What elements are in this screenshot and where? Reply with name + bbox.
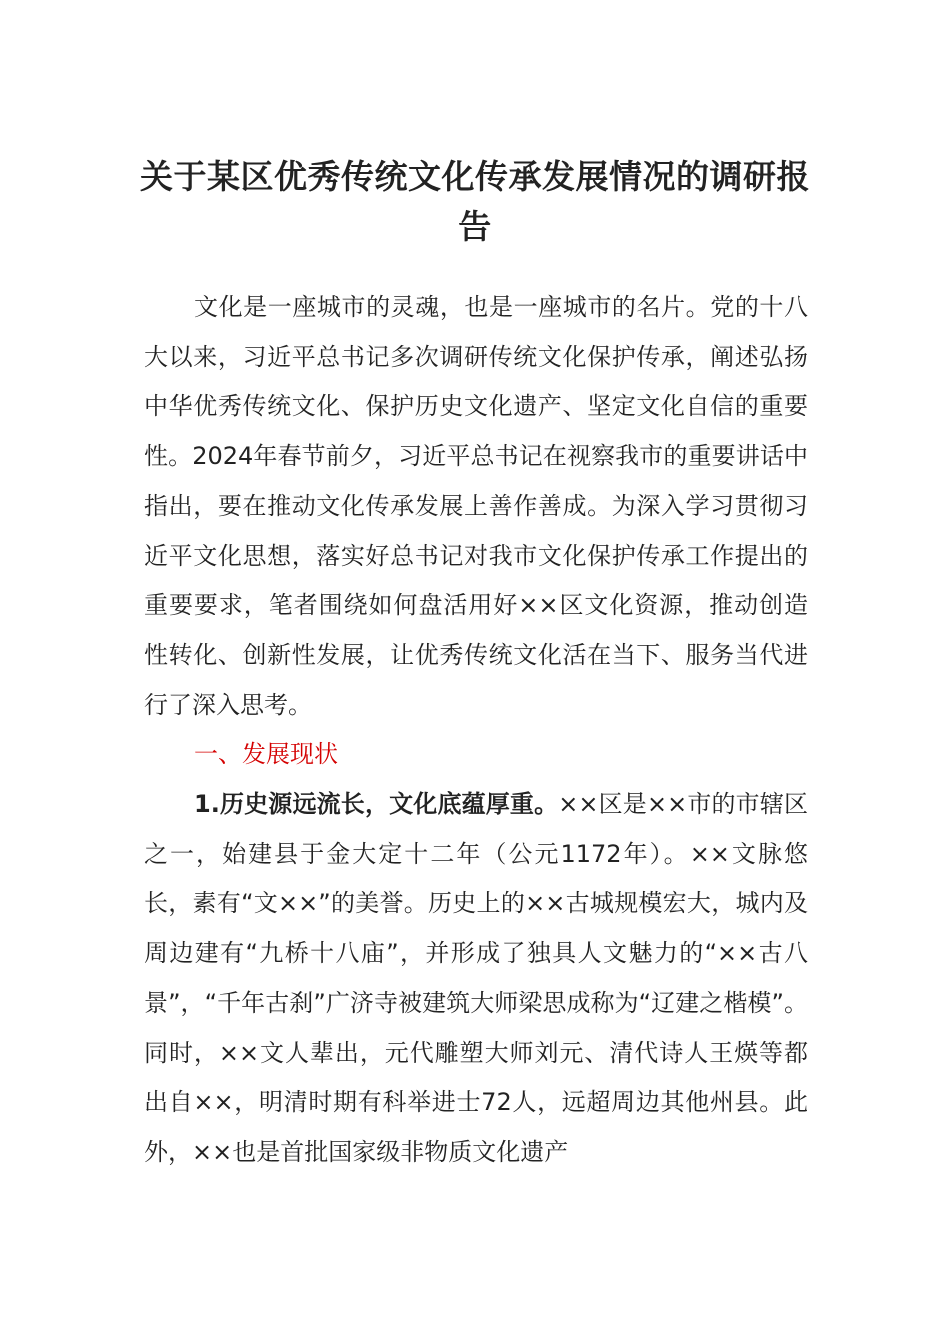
intro-paragraph: 文化是一座城市的灵魂，也是一座城市的名片。党的十八大以来，习近平总书记多次调研传统文化保护传承，阐述弘扬中华优秀传统文化、保护历史文化遗产、坚定文化自信的重要性。2024年春节前夕，习近平总书记在视察我市的重要讲话中指出，要在推动文化传承发展上善作善成。为深入学习贯彻习近平文化思想，落实好总书记对我市文化保护传承工作提出的重要要求，笔者围绕如何盘活用好××区文化资源，推动创造性转化、创新性发展，让优秀传统文化活在当下、服务当代进行了深入思考。 bbox=[144, 293, 808, 719]
section-heading: 一、发展现状 bbox=[194, 740, 338, 769]
point-paragraph bbox=[144, 780, 808, 1178]
point-text: ××区是××市的市辖区之一，始建县于金大定十二年（公元1172年）。××文脉悠长，素有“文××”的美誉。历史上的××古城规模宏大，城内及周边建有“九桥十八庙”，并形成了独具人文魅力的“××古八景”，“千年古刹”广济寺被建筑大师梁思成称为“辽建之楷模”。同时，××文人辈出，元代雕塑大师刘元、清代诗人王煐等都出自××，明清时期有科举进士72人，远超周边其他州县。此外，××也是首批国家级非物质文化遗产 bbox=[144, 790, 809, 1166]
point-lead: 1.历史源远流长，文化底蕴厚重。 bbox=[194, 790, 559, 819]
document-body bbox=[144, 283, 808, 1178]
document-title: 关于某区优秀传统文化传承发展情况的调研报告 bbox=[140, 157, 810, 246]
